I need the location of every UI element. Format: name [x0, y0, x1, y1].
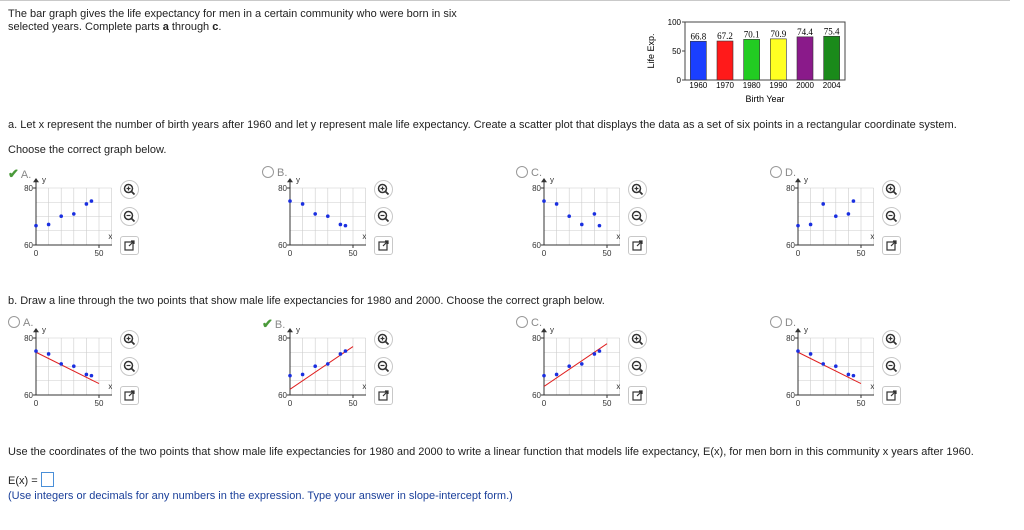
popout-icon[interactable]: [374, 236, 393, 255]
zoom-in-icon[interactable]: [120, 330, 139, 349]
radio-button[interactable]: [262, 166, 274, 178]
scatter-graph-b-c: [520, 328, 620, 410]
zoom-out-icon[interactable]: [628, 207, 647, 226]
data-point: [339, 352, 343, 356]
x-tick-50: 50: [94, 399, 104, 408]
answer-label: E(x) =: [8, 475, 38, 487]
option-label: A.: [20, 169, 32, 181]
data-point: [47, 223, 51, 227]
x-tick-50: 50: [602, 399, 612, 408]
y-tick-80: 80: [278, 184, 287, 193]
fit-line: [544, 344, 607, 387]
scatter-graph-b-d: [774, 328, 874, 410]
bar-chart-ytick: 100: [667, 18, 681, 27]
data-point: [580, 362, 584, 366]
y-tick-80: 80: [278, 334, 287, 343]
y-tick-60: 60: [532, 391, 541, 400]
answer-hint: (Use integers or decimals for any numbers in the expression. Type your answer in slope-intercept form.): [8, 490, 513, 502]
y-tick-60: 60: [786, 391, 795, 400]
bar: [717, 41, 733, 80]
x-tick-50: 50: [602, 249, 612, 258]
y-tick-60: 60: [24, 241, 33, 250]
zoom-out-icon[interactable]: [882, 207, 901, 226]
bar-value-label: 70.1: [743, 29, 760, 40]
scatter-graph-a-d: [774, 178, 874, 260]
zoom-in-icon[interactable]: [882, 330, 901, 349]
y-tick-80: 80: [532, 334, 541, 343]
y-axis-label: y: [42, 328, 46, 335]
popout-icon[interactable]: [628, 386, 647, 405]
bar: [797, 37, 813, 80]
popout-icon[interactable]: [120, 386, 139, 405]
y-tick-80: 80: [24, 334, 33, 343]
bar: [744, 39, 760, 80]
data-point: [72, 364, 76, 368]
x-tick-0: 0: [287, 399, 293, 408]
bar-value-label: 67.2: [717, 31, 733, 42]
zoom-out-icon[interactable]: [374, 357, 393, 376]
data-point: [821, 202, 825, 206]
data-point: [344, 349, 348, 353]
answer-row: [8, 472, 54, 487]
x-axis-label: x: [108, 382, 112, 391]
data-point: [90, 374, 94, 378]
bar-chart-ylabel: Life Exp.: [646, 33, 656, 69]
data-point: [34, 224, 38, 228]
popout-icon[interactable]: [628, 236, 647, 255]
y-axis-label: y: [296, 178, 300, 185]
data-point: [542, 199, 546, 203]
y-tick-80: 80: [532, 184, 541, 193]
data-point: [301, 373, 305, 377]
y-tick-60: 60: [278, 241, 287, 250]
zoom-out-icon[interactable]: [628, 357, 647, 376]
bar-chart-xlabel: Birth Year: [745, 94, 785, 104]
bar-chart-ytick: 50: [672, 47, 681, 56]
zoom-in-icon[interactable]: [628, 330, 647, 349]
bar-category-label: 1980: [742, 81, 761, 90]
data-point: [59, 214, 63, 218]
bar-category-label: 1990: [769, 81, 788, 90]
data-point: [59, 362, 63, 366]
zoom-out-icon[interactable]: [120, 207, 139, 226]
zoom-out-icon[interactable]: [882, 357, 901, 376]
x-tick-50: 50: [348, 249, 358, 258]
data-point: [555, 373, 559, 377]
fit-line: [290, 347, 353, 390]
popout-icon[interactable]: [120, 236, 139, 255]
data-point: [598, 224, 602, 228]
data-point: [580, 223, 584, 227]
bar-category-label: 1960: [689, 81, 708, 90]
x-axis-label: x: [616, 382, 620, 391]
y-axis-label: y: [804, 328, 808, 335]
x-axis-label: x: [870, 382, 874, 391]
x-tick-0: 0: [795, 399, 801, 408]
data-point: [313, 364, 317, 368]
data-point: [326, 362, 330, 366]
x-tick-0: 0: [287, 249, 293, 258]
x-tick-0: 0: [541, 249, 547, 258]
option-label: C.: [531, 317, 542, 329]
part-c-question: Use the coordinates of the two points that show male life expectancies for 1980 and 2000 to write a linear function that models life expectancy, E(x), for men born in this community x years after 1960.: [8, 446, 974, 458]
bar-chart-ytick: 0: [676, 76, 681, 85]
zoom-out-icon[interactable]: [120, 357, 139, 376]
bar-value-label: 74.4: [797, 26, 813, 37]
radio-button[interactable]: [516, 316, 528, 328]
data-point: [593, 352, 597, 356]
bar-category-label: 1970: [716, 81, 734, 90]
radio-button[interactable]: [770, 166, 782, 178]
data-point: [852, 374, 856, 378]
y-tick-60: 60: [786, 241, 795, 250]
data-point: [847, 212, 851, 216]
option-label: D.: [785, 167, 796, 179]
x-tick-0: 0: [33, 249, 39, 258]
x-axis-label: x: [108, 232, 112, 241]
scatter-graph-a-b: [266, 178, 366, 260]
popout-icon[interactable]: [374, 386, 393, 405]
y-tick-60: 60: [532, 241, 541, 250]
part-a-question: a. Let x represent the number of birth years after 1960 and let y represent male life expectancy. Create a scatter plot that displays the data as a set of six points in a rectangular coordinate system.: [8, 119, 957, 131]
scatter-graph-a-c: [520, 178, 620, 260]
y-tick-60: 60: [278, 391, 287, 400]
data-point: [593, 212, 597, 216]
scatter-graph-b-b: [266, 328, 366, 410]
zoom-in-icon[interactable]: [374, 330, 393, 349]
option-label: A.: [23, 317, 34, 329]
data-point: [847, 373, 851, 377]
data-point: [567, 214, 571, 218]
bar-category-label: 2000: [796, 81, 814, 90]
data-point: [796, 349, 800, 353]
bar: [690, 41, 706, 80]
popout-icon[interactable]: [882, 236, 901, 255]
option-label: B.: [274, 319, 286, 331]
x-tick-50: 50: [94, 249, 104, 258]
y-axis-label: y: [550, 328, 554, 335]
zoom-out-icon[interactable]: [374, 207, 393, 226]
x-tick-0: 0: [795, 249, 801, 258]
intro-line-1: The bar graph gives the life expectancy for men in a certain community who were born in six: [8, 8, 457, 20]
divider: [0, 0, 1010, 1]
data-point: [796, 224, 800, 228]
y-tick-60: 60: [24, 391, 33, 400]
data-point: [85, 373, 89, 377]
radio-button[interactable]: [8, 316, 20, 328]
zoom-in-icon[interactable]: [882, 180, 901, 199]
x-tick-0: 0: [33, 399, 39, 408]
checkmark-icon: ✔: [262, 316, 273, 331]
x-tick-0: 0: [541, 399, 547, 408]
data-point: [34, 349, 38, 353]
fit-line: [798, 352, 861, 383]
data-point: [598, 349, 602, 353]
y-tick-80: 80: [786, 184, 795, 193]
checkmark-icon: ✔: [8, 166, 19, 181]
zoom-in-icon[interactable]: [120, 180, 139, 199]
x-axis-label: x: [616, 232, 620, 241]
y-tick-80: 80: [24, 184, 33, 193]
data-point: [809, 223, 813, 227]
data-point: [72, 212, 76, 216]
fit-line: [36, 352, 99, 383]
data-point: [834, 214, 838, 218]
data-point: [288, 199, 292, 203]
data-point: [555, 202, 559, 206]
option-label: C.: [531, 167, 542, 179]
data-point: [85, 202, 89, 206]
option-label: D.: [785, 317, 796, 329]
option-label: B.: [277, 167, 288, 179]
zoom-in-icon[interactable]: [374, 180, 393, 199]
bar-value-label: 70.9: [770, 28, 787, 39]
bar: [824, 36, 840, 80]
data-point: [47, 352, 51, 356]
problem-intro: [8, 8, 488, 34]
data-point: [567, 364, 571, 368]
x-tick-50: 50: [856, 399, 866, 408]
bar: [770, 39, 786, 80]
x-axis-label: x: [870, 232, 874, 241]
data-point: [313, 212, 317, 216]
zoom-in-icon[interactable]: [628, 180, 647, 199]
popout-icon[interactable]: [882, 386, 901, 405]
data-point: [326, 214, 330, 218]
data-point: [852, 199, 856, 203]
answer-input[interactable]: [41, 472, 54, 487]
x-axis-label: x: [362, 232, 366, 241]
intro-line-2: selected years. Complete parts a through c.: [8, 21, 222, 33]
part-a-instruction: Choose the correct graph below.: [8, 144, 167, 156]
data-point: [821, 362, 825, 366]
life-expectancy-bar-chart: [645, 16, 860, 108]
x-tick-50: 50: [348, 399, 358, 408]
scatter-graph-b-a: [12, 328, 112, 410]
radio-button[interactable]: [516, 166, 528, 178]
y-axis-label: y: [804, 178, 808, 185]
bar-category-label: 2004: [822, 81, 841, 90]
data-point: [809, 352, 813, 356]
y-axis-label: y: [42, 178, 46, 185]
x-tick-50: 50: [856, 249, 866, 258]
part-b-question: b. Draw a line through the two points that show male life expectancies for 1980 and 2000. Choose the correct graph below.: [8, 295, 605, 307]
x-axis-label: x: [362, 382, 366, 391]
bar-value-label: 66.8: [690, 31, 707, 42]
y-axis-label: y: [296, 328, 300, 335]
scatter-graph-a-a: [12, 178, 112, 260]
y-axis-label: y: [550, 178, 554, 185]
data-point: [301, 202, 305, 206]
data-point: [339, 223, 343, 227]
bar-value-label: 75.4: [823, 26, 840, 37]
data-point: [834, 364, 838, 368]
data-point: [90, 199, 94, 203]
data-point: [344, 224, 348, 228]
data-point: [542, 374, 546, 378]
radio-button[interactable]: [770, 316, 782, 328]
data-point: [288, 374, 292, 378]
y-tick-80: 80: [786, 334, 795, 343]
